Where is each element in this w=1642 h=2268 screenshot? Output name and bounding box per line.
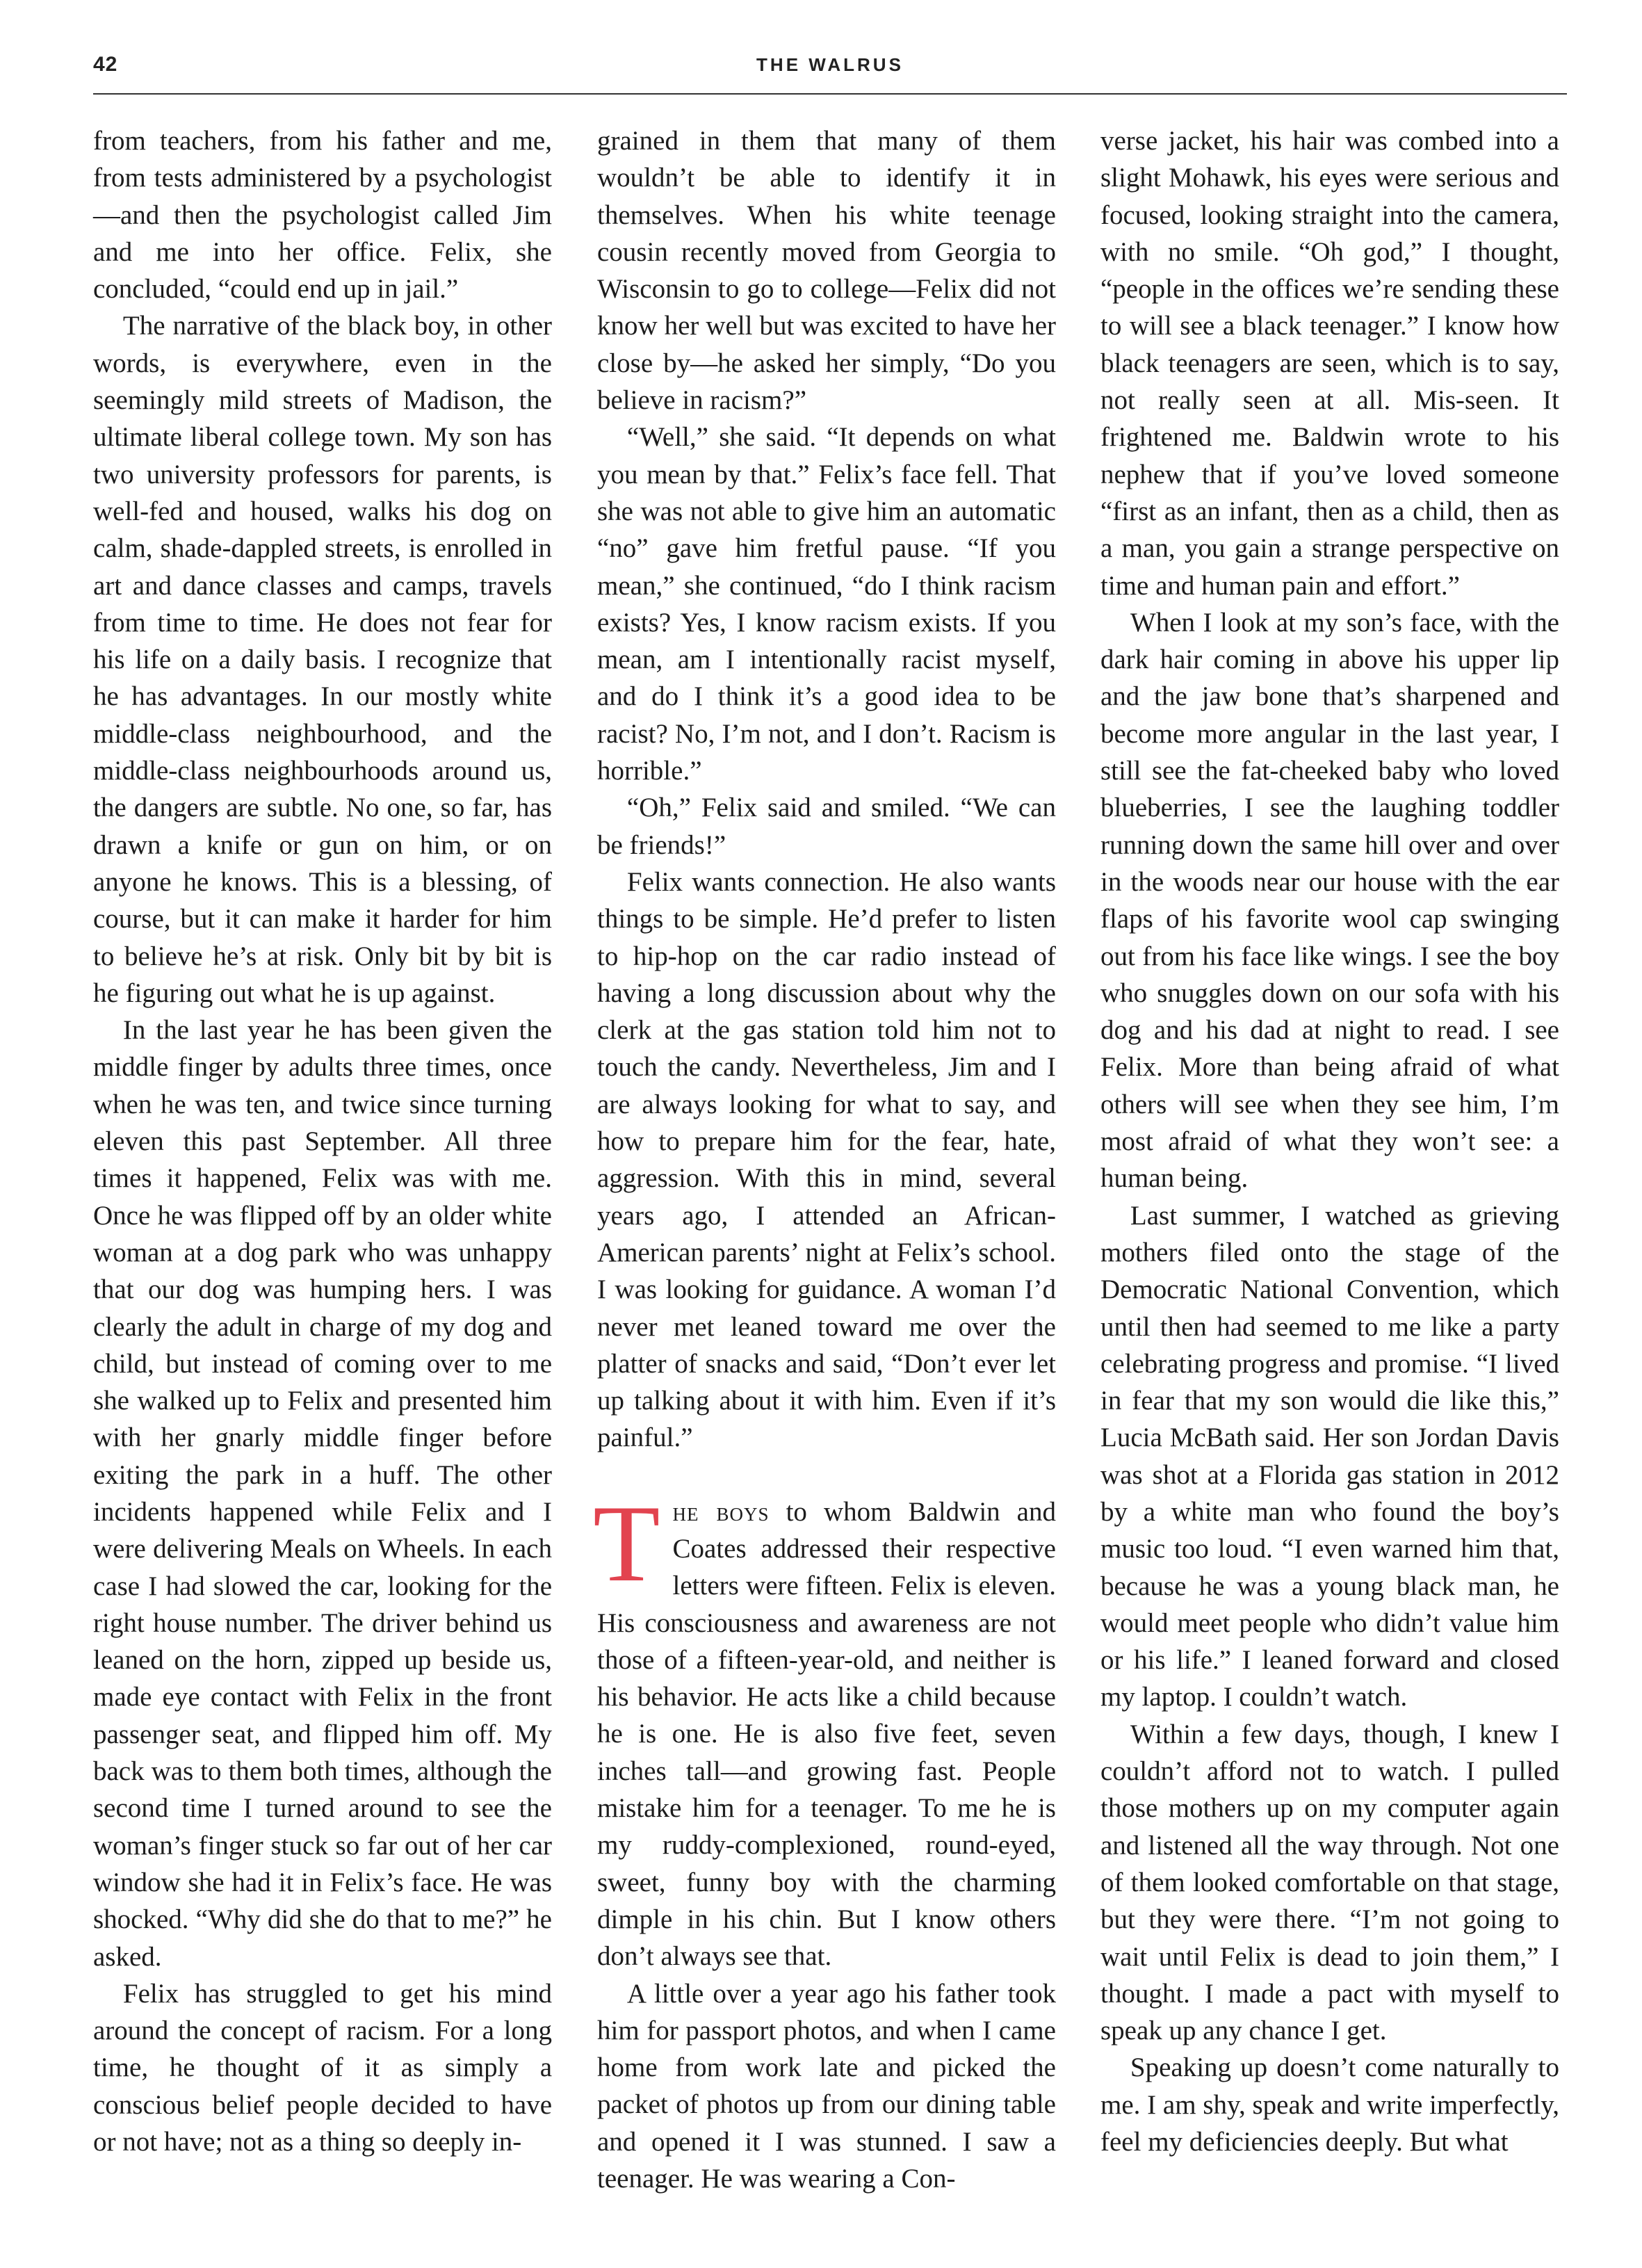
paragraph: In the last year he has been given the middle finger by adults three times, once when he was ten, and twice since turning eleven this past September. All three times it happened, Felix was with me. Once he was flipped off by an older white woman at a dog park who was unhappy that our dog was humping hers. I was clearly the adult in charge of my dog and child, but instead of coming over to me she walked up to Felix and presented him with her gnarly middle finger before exiting the park in a huff. The other incidents happened while Felix and I were delivering Meals on Wheels. In each case I had slowed the car, looking for the right house number. The driver behind us leaned on the horn, zipped up beside us, made eye contact with Felix in the front passenger seat, and flipped him off. My back was to them both times, although the second time I turned around to see the woman’s finger stuck so far out of her car window she had it in Felix’s face. He was shocked. “Why did she do that to me?” he asked.: [93, 1015, 552, 1972]
paragraph: Felix wants connection. He also wants things to be simple. He’d prefer to listen to hip-hop on the car radio instead of having a long discussion about why the clerk at the gas station told him not to touch the candy. Nevertheless, Jim and I are always looking for what to say, and how to prepare him for the fear, hate, aggression. With this in mind, several years ago, I attended an African-American parents’ night at Felix’s school. I was looking for guidance. A woman I’d never met leaned toward me over the platter of snacks and said, “Don’t ever let up talking about it with him. Even if it’s painful.”: [597, 866, 1056, 1453]
section-text: to whom Baldwin and Coates addressed their respective letters were fifteen. Felix is eleven. His consciousness and awareness are not those of a fifteen-year-old, and neither is his behavior. He acts like a child because he is one. He is also five feet, seven inches tall—and growing fast. People mistake him for a teenager. To me he is my ruddy-complexioned, round-eyed, sweet, funny boy with the charming dimple in his chin. But I know others don’t always see that.: [597, 1496, 1056, 1972]
drop-cap: T: [593, 1482, 660, 1605]
paragraph: from teachers, from his father and me, from tests administered by a psychologist—and then the psychologist called Jim and me into her office. Felix, she concluded, “could end up in jail.”: [93, 126, 552, 305]
paragraph: Speaking up doesn’t come naturally to me. I am shy, speak and write imperfectly, feel my deficiencies deeply. But what: [1100, 2052, 1559, 2157]
running-header: [93, 50, 1567, 95]
paragraph: The narrative of the black boy, in other words, is everywhere, even in the seemingly mild streets of Madison, the ultimate liberal college town. My son has two university professors for parents, is well-fed and housed, walks his dog on calm, shade-dappled streets, is enrolled in art and dance classes and camps, travels from time to time. He does not fear for his life on a daily basis. I recognize that he has advantages. In our mostly white middle-class neighbourhood, and the middle-class neighbourhoods around us, the dangers are subtle. No one, so far, has drawn a knife or gun on him, or on anyone he knows. This is a blessing, of course, but it can make it harder for him to believe he’s at risk. Only bit by bit is he figuring out what he is up against.: [93, 311, 552, 1008]
publication-title: THE WALRUS: [756, 54, 904, 75]
text-column-2: [593, 122, 1056, 2197]
section-opening-paragraph: [593, 1482, 1056, 1975]
paragraph: “Oh,” Felix said and smiled. “We can be friends!”: [597, 793, 1056, 860]
text-column-1: [93, 122, 552, 2160]
paragraph: Felix has struggled to get his mind around the concept of racism. For a long time, he thought of it as simply a conscious belief people decided to have or not have; not as a thing so deeply in-: [93, 1978, 552, 2157]
paragraph: A little over a year ago his father took him for passport photos, and when I came home from work late and picked the packet of photos up from our dining table and opened it I was stunned. I saw a teenager. He was wearing a Con-: [597, 1978, 1056, 2194]
paragraph: “Well,” she said. “It depends on what you mean by that.” Felix’s face fell. That she was not able to give him an automatic “no” gave him fretful pause. “If you mean,” she continued, “do I think racism exists? Yes, I know racism exists. If you mean, am I intentionally racist myself, and do I think it’s a good idea to be racist? No, I’m not, and I don’t. Racism is horrible.”: [597, 422, 1056, 786]
small-caps-lead: he boys: [672, 1496, 770, 1527]
paragraph: Within a few days, though, I knew I couldn’t afford not to watch. I pulled those mothers up on my computer again and listened all the way through. Not one of them looked comfortable on that stage, but they were there. “I’m not going to wait until Felix is dead to join them,” I thought. I made a pact with myself to speak up any chance I get.: [1100, 1719, 1559, 2046]
paragraph: When I look at my son’s face, with the dark hair coming in above his upper lip and the jaw bone that’s sharpened and become more angular in the last year, I still see the fat-cheeked baby who loved blueberries, I see the laughing toddler running down the same hill over and over in the woods near our house with the ear flaps of his favorite wool cap swinging out from his face like wings. I see the boy who snuggles down on our sofa with his dog and his dad at night to read. I see Felix. More than being afraid of what others will see when they see him, I’m most afraid of what they won’t see: a human being.: [1100, 607, 1559, 1194]
page-number: 42: [93, 53, 118, 76]
paragraph: verse jacket, his hair was combed into a slight Mohawk, his eyes were serious and focused, looking straight into the camera, with no smile. “Oh god,” I thought, “people in the offices we’re sending these to will see a black teenager.” I know how black teenagers are seen, which is to say, not really seen at all. Mis-seen. It frightened me. Baldwin wrote to his nephew that if you’ve loved someone “first as an infant, then as a child, then as a man, you gain a strange perspective on time and human pain and effort.”: [1100, 126, 1559, 601]
text-column-3: [1100, 122, 1559, 2160]
paragraph: grained in them that many of them wouldn’t be able to identify it in themselves. When his white teenage cousin recently moved from Georgia to Wisconsin to go to college—Felix did not know her well but was excited to have her close by—he asked her simply, “Do you believe in racism?”: [597, 126, 1056, 416]
paragraph: Last summer, I watched as grieving mothers filed onto the stage of the Democratic National Convention, which until then had seemed to me like a party celebrating progress and promise. “I lived in fear that my son would die like this,” Lucia McBath said. Her son Jordan Davis was shot at a Florida gas station in 2012 by a white man who found the boy’s music too loud. “I even warned him that, because he was a young black man, he would meet people who didn’t value him or his life.” I leaned forward and closed my laptop. I couldn’t watch.: [1100, 1200, 1559, 1712]
